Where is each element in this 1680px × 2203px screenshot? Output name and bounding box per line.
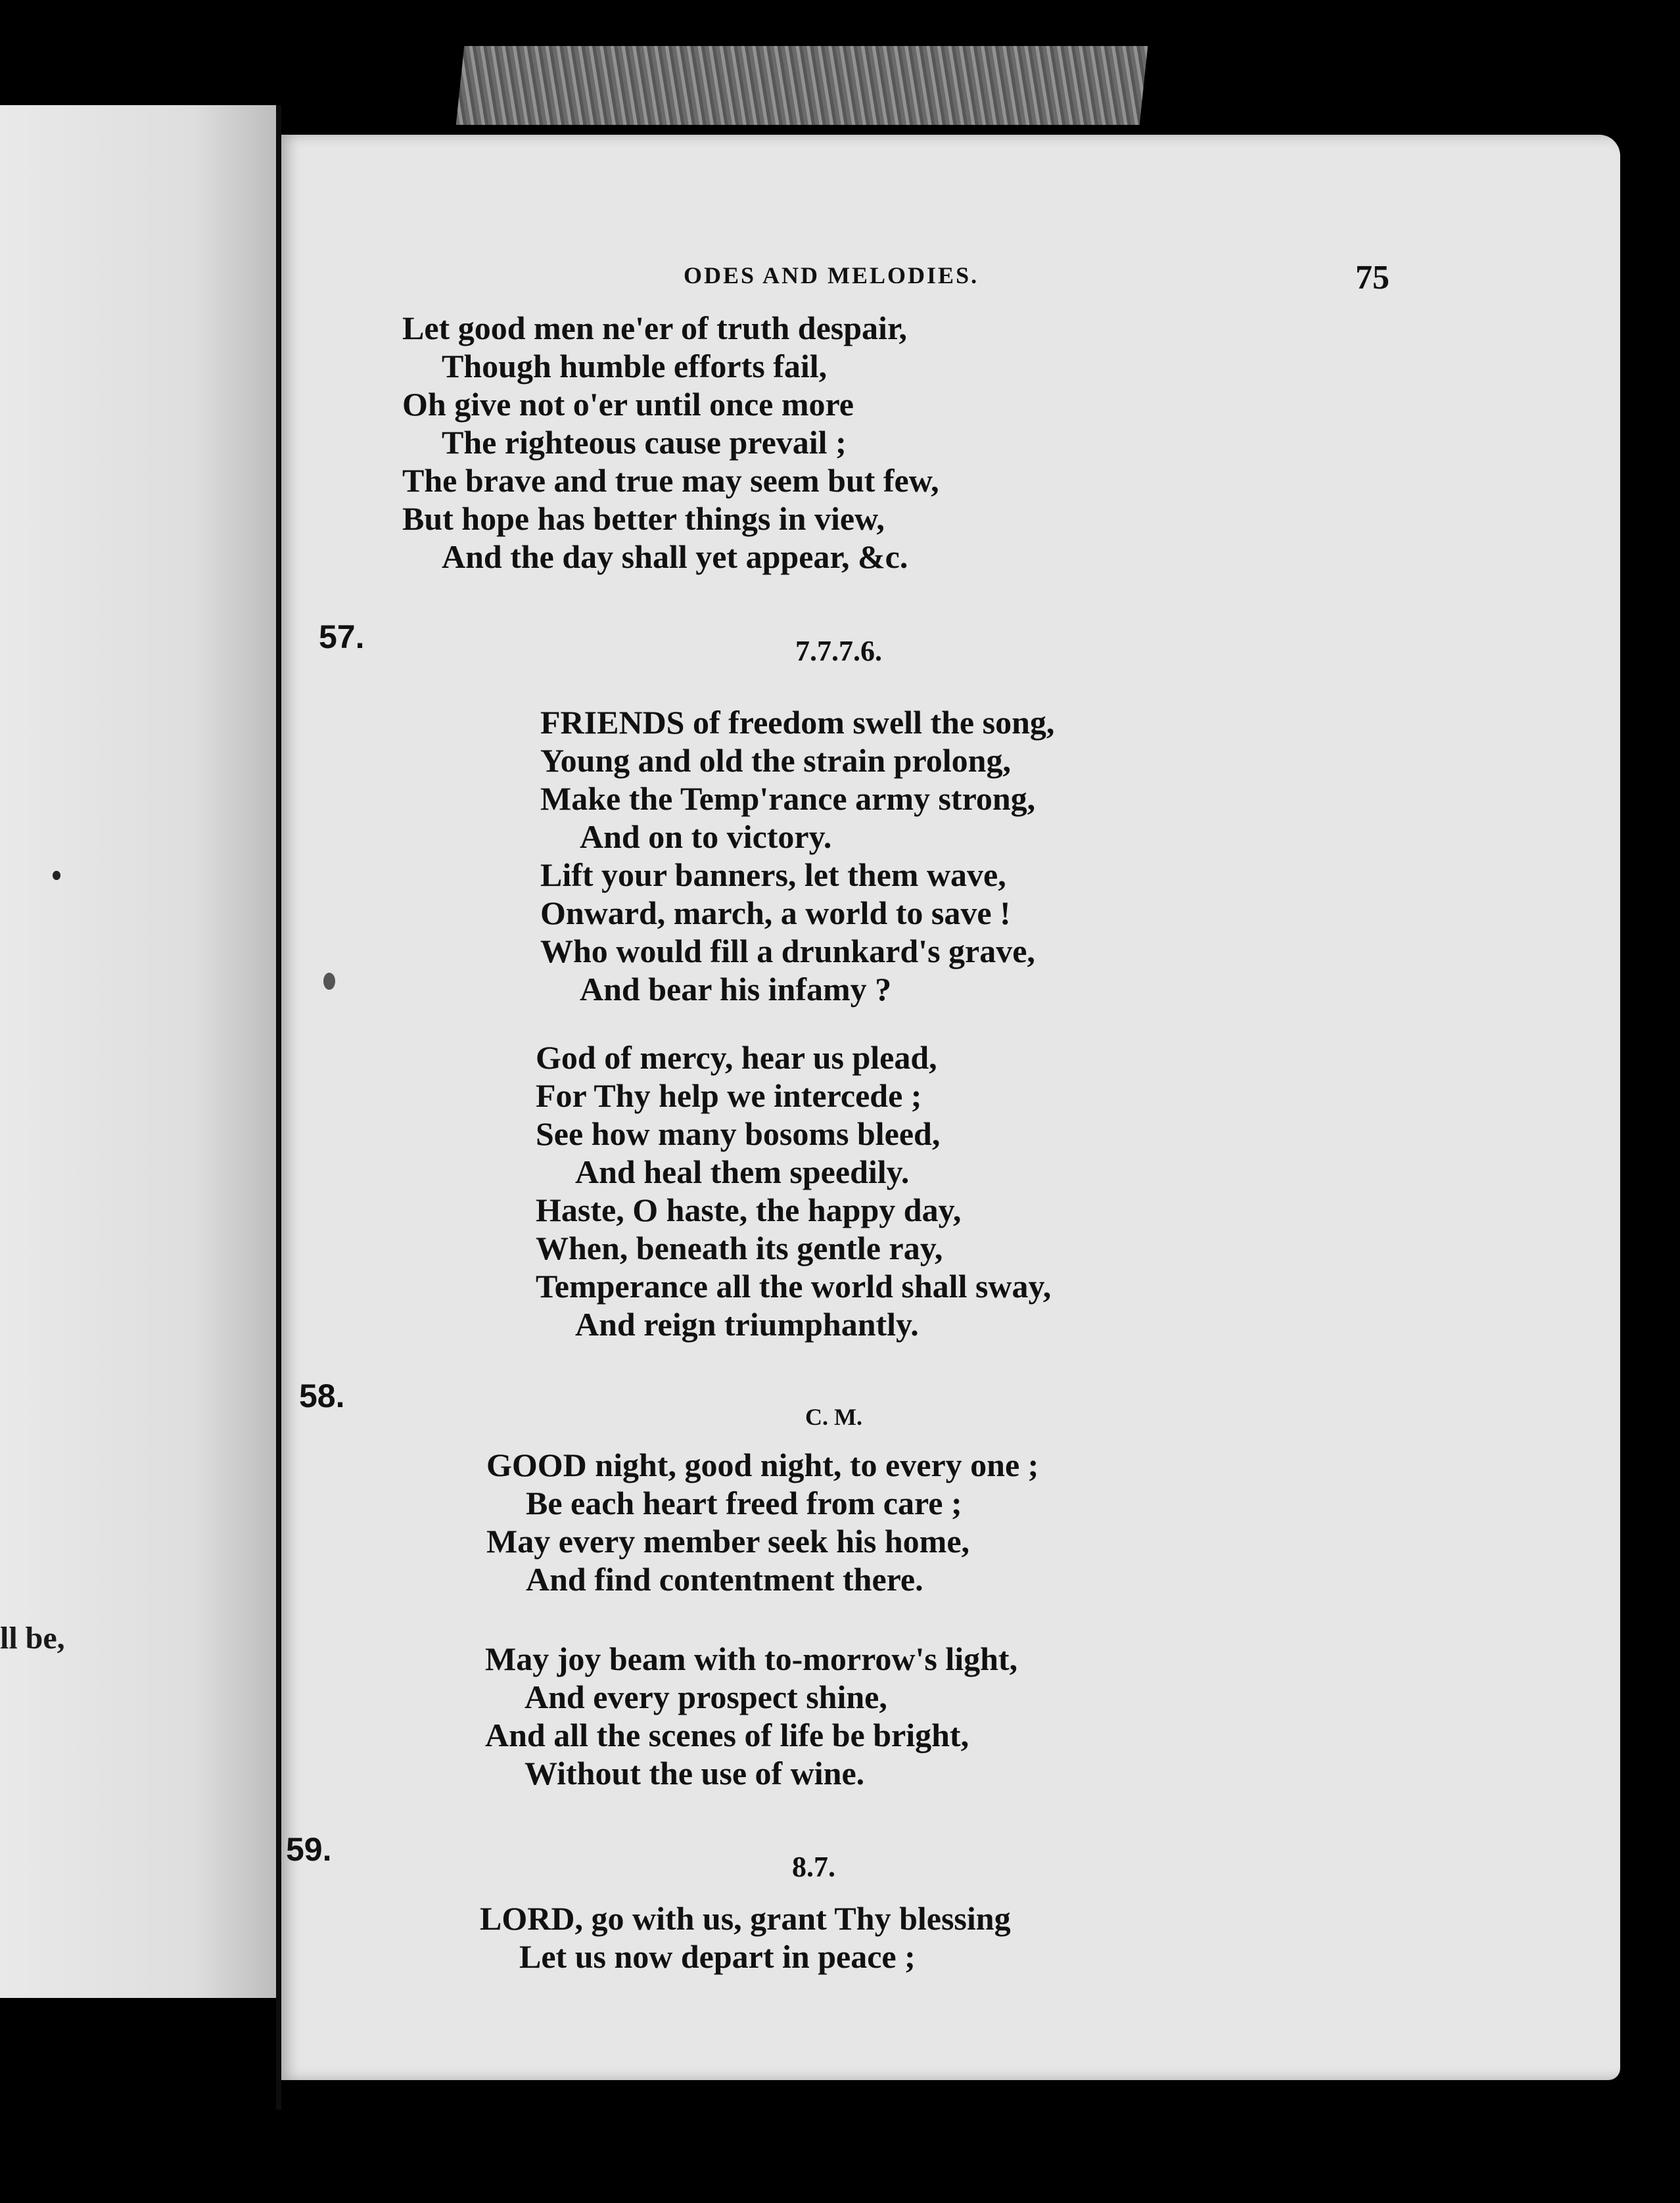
opening-stanza xyxy=(402,309,939,576)
verse-line: The righteous cause prevail ; xyxy=(442,424,847,461)
verse-line: Young and old the strain prolong, xyxy=(540,742,1011,779)
verse-line: And reign triumphantly. xyxy=(575,1306,919,1343)
verse-line: For Thy help we intercede ; xyxy=(536,1077,922,1114)
verse-line: Let good men ne'er of truth despair, xyxy=(402,310,908,346)
ink-speck xyxy=(53,871,60,880)
verse-line: God of mercy, hear us plead, xyxy=(536,1039,937,1076)
verse-line: And the day shall yet appear, &c. xyxy=(442,538,908,575)
verse-line: LORD, go with us, grant Thy blessing xyxy=(480,1900,1011,1937)
verse-line: Without the use of wine. xyxy=(525,1755,865,1792)
verse-line: Though humble efforts fail, xyxy=(442,348,828,384)
verse-line: And every prospect shine, xyxy=(525,1679,887,1715)
verse-line: Oh give not o'er until once more xyxy=(402,386,854,423)
hymn-57-stanza-1 xyxy=(540,703,1054,1008)
hymn-number: 57. xyxy=(319,618,365,655)
hymn-number: 58. xyxy=(299,1378,345,1414)
verse-line: And all the scenes of life be bright, xyxy=(485,1717,969,1753)
hymn-number: 59. xyxy=(286,1831,332,1868)
verse-line: Let us now depart in peace ; xyxy=(519,1938,916,1975)
hymn-meter: 7.7.7.6. xyxy=(795,635,882,667)
ink-speck xyxy=(323,973,335,990)
verse-line: Be each heart freed from care ; xyxy=(526,1485,962,1521)
verse-line: And bear his infamy ? xyxy=(580,971,892,1008)
verse-line: Lift your banners, let them wave, xyxy=(540,856,1006,893)
hymn-57-stanza-2 xyxy=(536,1038,1051,1343)
verse-line: But hope has better things in view, xyxy=(402,500,885,537)
verse-line: See how many bosoms bleed, xyxy=(536,1115,941,1152)
hymn-meter: C. M. xyxy=(805,1404,862,1430)
verse-line: Temperance all the world shall sway, xyxy=(536,1268,1052,1305)
left-page-text-fragment: ll be, xyxy=(0,1621,65,1656)
verse-line: And on to victory. xyxy=(580,818,832,855)
torn-tab-strip xyxy=(456,46,1148,125)
page-number: 75 xyxy=(1355,259,1389,296)
hymn-meter: 8.7. xyxy=(792,1851,835,1883)
verse-line: The brave and true may seem but few, xyxy=(402,462,939,499)
running-header: ODES AND MELODIES. xyxy=(684,262,979,289)
verse-line: May joy beam with to-morrow's light, xyxy=(485,1640,1018,1677)
hymn-58-stanza-2 xyxy=(485,1640,1017,1792)
gutter-line xyxy=(276,105,281,2110)
verse-line: When, beneath its gentle ray, xyxy=(536,1230,943,1266)
left-page xyxy=(0,105,276,1998)
verse-line: FRIENDS of freedom swell the song, xyxy=(540,704,1055,741)
verse-line: Onward, march, a world to save ! xyxy=(540,894,1011,931)
verse-line: And heal them speedily. xyxy=(575,1153,910,1190)
hymn-59-stanza-1 xyxy=(480,1899,1011,1976)
hymn-58-stanza-1 xyxy=(486,1446,1038,1598)
verse-line: GOOD night, good night, to every one ; xyxy=(486,1447,1039,1483)
verse-line: And find contentment there. xyxy=(526,1561,923,1598)
verse-line: Make the Temp'rance army strong, xyxy=(540,780,1036,817)
verse-line: May every member seek his home, xyxy=(486,1523,970,1560)
verse-line: Haste, O haste, the happy day, xyxy=(536,1192,962,1228)
verse-line: Who would fill a drunkard's grave, xyxy=(540,933,1035,969)
